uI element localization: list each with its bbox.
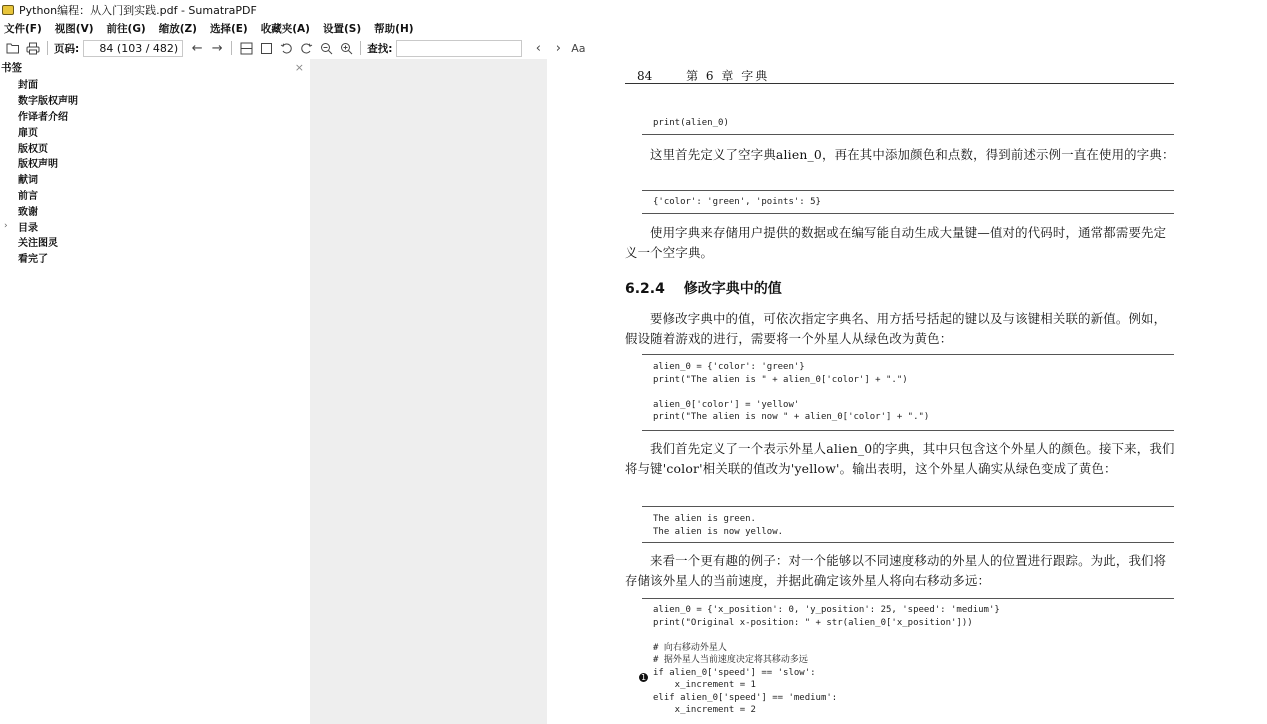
title-bar xyxy=(0,0,1267,19)
document-canvas-right xyxy=(1178,59,1267,724)
code-block: alien_0 = {'x_position': 0, 'y_position': 25, 'speed': 'medium'} print("Original x-position: " + str(alien_0['x_position'])) # 向右移动外星人 # 据外星人当前速度决定将其移动多远 if alien_0['speed'] == 'slow': x_increment = 1 elif alien_0['speed'] == 'medium': x_increment = 2 xyxy=(653,605,1000,715)
header-rule xyxy=(625,83,1174,84)
chapter-title: 第 6 章 字典 xyxy=(686,69,770,83)
arrow-right-icon[interactable]: → xyxy=(211,40,223,56)
page-label: 页码: xyxy=(54,42,80,55)
code-block: {'color': 'green', 'points': 5} xyxy=(653,197,821,207)
menu-select[interactable]: 选择(E) xyxy=(209,22,248,35)
bookmark-item[interactable]: 看完了 xyxy=(18,254,48,266)
section-heading xyxy=(625,278,782,298)
find-label: 查找: xyxy=(367,42,393,55)
code-rule xyxy=(642,430,1174,431)
rotate-left-icon[interactable] xyxy=(276,39,296,57)
continuous-layout-icon[interactable] xyxy=(236,39,256,57)
code-rule xyxy=(642,542,1174,543)
code-rule xyxy=(642,134,1174,135)
paragraph: 使用字典来存储用户提供的数据或在编写能自动生成大量键—值对的代码时，通常都需要先定义一个空字典。 xyxy=(625,225,1167,260)
code-rule xyxy=(642,354,1174,355)
zoom-out-icon[interactable] xyxy=(316,39,336,57)
paragraph: 我们首先定义了一个表示外星人alien_0的字典，其中只包含这个外星人的颜色。接下来，我们将与键'color'相关联的值改为'yellow'。输出表明，这个外星人确实从绿色变成了黄色： xyxy=(625,441,1175,476)
bookmark-item[interactable]: 版权声明 xyxy=(18,159,58,171)
toolbar-divider xyxy=(360,41,361,55)
paragraph: 这里首先定义了空字典alien_0，再在其中添加颜色和点数，得到前述示例一直在使用的字典： xyxy=(650,147,1175,162)
bookmark-item[interactable]: 版权页 xyxy=(18,143,48,155)
running-head xyxy=(637,67,769,84)
toolbar-divider xyxy=(47,41,48,55)
find-previous-icon[interactable]: ‹ xyxy=(535,40,541,56)
menu-file[interactable]: 文件(F) xyxy=(4,22,42,35)
bookmark-item[interactable]: 封面 xyxy=(18,80,38,92)
menu-settings[interactable]: 设置(S) xyxy=(322,22,362,35)
open-folder-icon[interactable] xyxy=(3,39,23,57)
code-block: The alien is green. The alien is now yellow. xyxy=(653,514,784,537)
close-sidebar-icon[interactable]: × xyxy=(294,61,304,74)
toolbar-divider xyxy=(231,41,232,55)
bookmark-item[interactable]: 扉页 xyxy=(18,127,38,139)
pdf-page xyxy=(547,59,1178,724)
section-title: 修改字典中的值 xyxy=(683,281,782,297)
paragraph: 要修改字典中的值，可依次指定字典名、用方括号括起的键以及与该键相关联的新值。例如，假设随着游戏的进行，需要将一个外星人从绿色改为黄色： xyxy=(625,311,1167,346)
code-rule xyxy=(642,598,1174,599)
bookmark-item[interactable]: 献词 xyxy=(18,175,38,187)
bookmarks-header xyxy=(0,59,310,76)
menu-goto[interactable]: 前往(G) xyxy=(106,22,146,35)
find-next-icon[interactable]: › xyxy=(555,40,561,56)
match-case-toggle[interactable]: Aa xyxy=(571,41,586,55)
code-block: print(alien_0) xyxy=(653,118,729,128)
find-input[interactable] xyxy=(396,40,522,57)
menu-view[interactable]: 视图(V) xyxy=(54,22,94,35)
menu-bar xyxy=(0,19,1267,37)
bookmark-item[interactable]: 作译者介绍 xyxy=(18,111,68,123)
bookmark-item[interactable]: 关注图灵 xyxy=(18,238,58,250)
menu-zoom[interactable]: 缩放(Z) xyxy=(158,22,197,35)
sumatra-app-icon xyxy=(2,5,14,15)
menu-favorites[interactable]: 收藏夹(A) xyxy=(260,22,310,35)
bookmarks-sidebar xyxy=(0,59,310,724)
zoom-in-icon[interactable] xyxy=(336,39,356,57)
bookmark-item[interactable]: 致谢 xyxy=(18,206,38,218)
code-rule xyxy=(642,506,1174,507)
print-icon[interactable] xyxy=(23,39,43,57)
single-page-icon[interactable] xyxy=(256,39,276,57)
bookmark-item[interactable]: 数字版权声明 xyxy=(18,96,78,108)
arrow-left-icon[interactable]: ← xyxy=(191,40,203,56)
document-canvas-background xyxy=(310,59,547,724)
page-number-input[interactable] xyxy=(83,40,183,57)
toolbar xyxy=(0,37,1267,59)
bookmarks-title: 书签 xyxy=(1,62,22,74)
menu-help[interactable]: 帮助(H) xyxy=(374,22,414,35)
bookmark-item-toc[interactable] xyxy=(0,218,310,234)
code-annotation-marker: 1 xyxy=(640,673,647,682)
expand-chevron-icon[interactable]: › xyxy=(4,221,8,232)
window-title: Python编程：从入门到实践.pdf - SumatraPDF xyxy=(19,3,257,17)
paragraph: 来看一个更有趣的例子：对一个能够以不同速度移动的外星人的位置进行跟踪。为此，我们将存储该外星人的当前速度，并据此确定该外星人将向右移动多远： xyxy=(625,553,1167,588)
section-number: 6.2.4 xyxy=(625,281,665,297)
rotate-right-icon[interactable] xyxy=(296,39,316,57)
code-block: alien_0 = {'color': 'green'} print("The alien is " + alien_0['color'] + ".") alien_0['color'] = 'yellow' print("The alien is now " + alien_0['color'] + ".") xyxy=(653,362,930,422)
code-rule xyxy=(642,213,1174,214)
page-number: 84 xyxy=(637,69,653,83)
bookmark-label: 目录 xyxy=(18,222,38,234)
code-rule xyxy=(642,190,1174,191)
bookmark-item[interactable]: 前言 xyxy=(18,190,38,202)
